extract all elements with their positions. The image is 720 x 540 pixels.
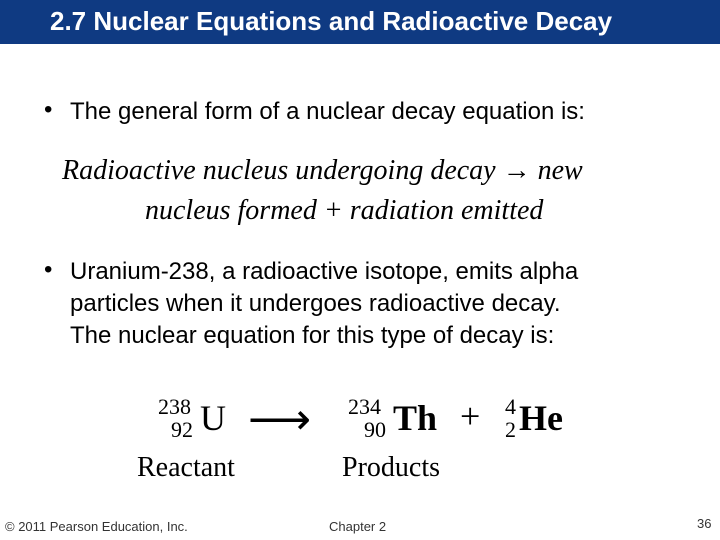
product2-mass-number: 4: [505, 394, 516, 419]
products-label: Products: [342, 452, 440, 483]
product2-atomic-number: 2: [505, 417, 516, 442]
bullet-line: The general form of a nuclear decay equation is:: [70, 98, 585, 125]
copyright-footer: © 2011 Pearson Education, Inc.: [5, 519, 188, 534]
reaction-arrow: ⟶: [248, 395, 312, 444]
product1-symbol: Th: [393, 398, 438, 438]
product1-atomic-number: 90: [364, 417, 386, 442]
slide-title: 2.7 Nuclear Equations and Radioactive Decay: [50, 6, 613, 36]
chapter-footer: Chapter 2: [329, 519, 387, 534]
bullet-line: Uranium-238, a radioactive isotope, emits alpha: [70, 258, 579, 285]
general-form-line-1: Radioactive nucleus undergoing decay → new: [62, 155, 583, 186]
plus-sign: +: [460, 396, 481, 436]
reactant-label: Reactant: [137, 452, 235, 483]
bullet-dot: •: [44, 256, 53, 283]
product1-mass-number: 234: [348, 394, 381, 419]
reactant-mass-number: 238: [158, 394, 191, 419]
reactant-symbol: U: [200, 398, 226, 438]
reactant-atomic-number: 92: [171, 417, 193, 442]
general-form-line-2: nucleus formed + radiation emitted: [145, 195, 544, 226]
bullet-line: The nuclear equation for this type of decay is:: [70, 322, 555, 349]
product2-symbol: He: [519, 398, 563, 438]
page-number: 36: [697, 516, 712, 531]
bullet-dot: •: [44, 96, 53, 123]
bullet-line: particles when it undergoes radioactive decay.: [70, 290, 561, 317]
